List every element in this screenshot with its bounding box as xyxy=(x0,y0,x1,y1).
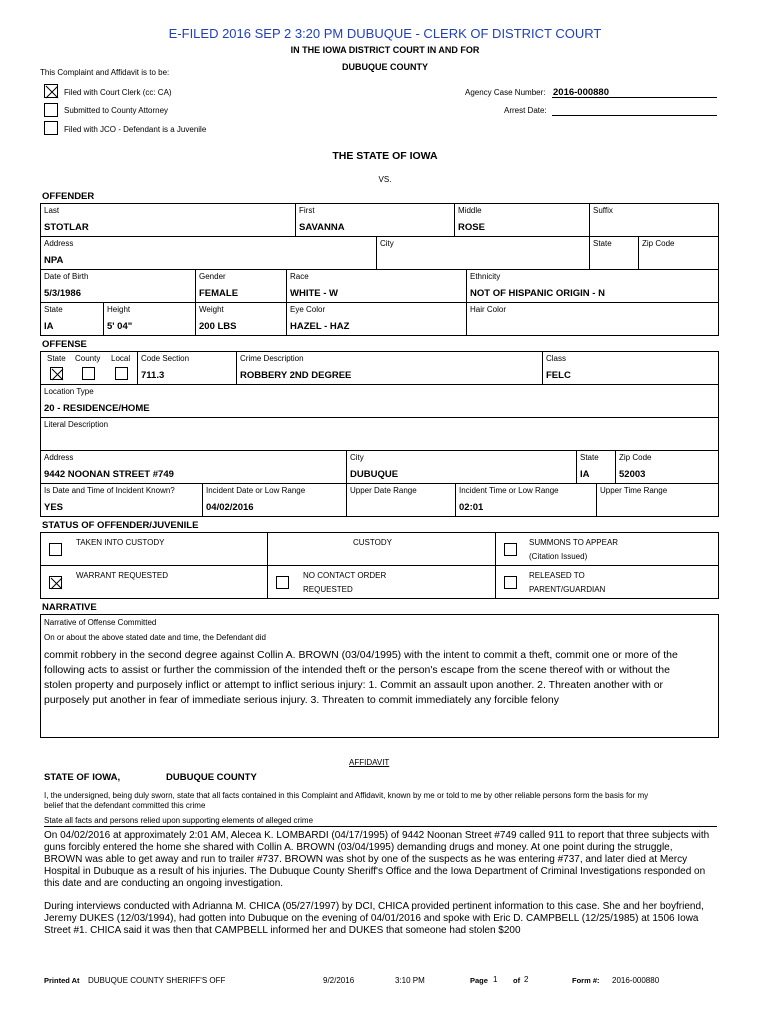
agency-case-label: Agency Case Number: xyxy=(465,88,546,97)
efiled-stamp: E-FILED 2016 SEP 2 3:20 PM DUBUQUE - CLERK OF DISTRICT COURT xyxy=(168,26,602,41)
incident-state-label: State xyxy=(580,453,599,462)
affidavit-oath-1: I, the undersigned, being duly sworn, state that all facts contained in this Complaint and Affidavit, known by me or told to me by other reliable persons form the basis for my xyxy=(44,791,649,800)
time-upper-label: Upper Time Range xyxy=(600,486,668,495)
date-low-label: Incident Date or Low Range xyxy=(206,486,306,495)
affidavit-p2-line: During interviews conducted with Adrianna M. CHICA (05/27/1997) by DCI, CHICA provided pertinent information to this case. She and her boyfriend, xyxy=(44,901,704,912)
affidavit-p1-line: BROWN was able to get away and run to trailer #737. BROWN was shot by one of the suspects as he was entering #737, and later died at Mercy xyxy=(44,854,688,865)
gender-cell xyxy=(195,269,287,303)
check-x-icon xyxy=(50,577,63,590)
zip-cell xyxy=(638,236,719,270)
city-cell xyxy=(376,236,590,270)
address-cell xyxy=(40,236,377,270)
state-juris-checkbox[interactable] xyxy=(50,367,63,380)
printed-at-label: Printed At xyxy=(44,976,80,985)
state-cell xyxy=(589,236,639,270)
summons-label-1: SUMMONS TO APPEAR xyxy=(529,538,619,547)
date-upper-cell xyxy=(346,483,456,517)
time-upper-cell xyxy=(596,483,719,517)
local-juris-label: Local xyxy=(111,354,131,363)
custody-label: CUSTODY xyxy=(353,538,392,547)
crime-cell xyxy=(236,351,543,385)
facts-underline xyxy=(44,826,717,827)
affidavit-oath-2: belief that the defendant committed this crime xyxy=(44,801,206,810)
check-x-icon xyxy=(51,368,64,381)
crime-label: Crime Description xyxy=(240,354,304,363)
court-line-1: IN THE IOWA DISTRICT COURT IN AND FOR xyxy=(290,45,480,55)
narrative-header: NARRATIVE xyxy=(42,602,97,613)
literal-label: Literal Description xyxy=(44,420,109,429)
known-cell xyxy=(40,483,203,517)
address-value: NPA xyxy=(44,255,64,266)
middle-name-label: Middle xyxy=(458,206,482,215)
hair-cell xyxy=(466,302,719,336)
to-be-label: This Complaint and Affidavit is to be: xyxy=(40,68,170,77)
incident-state-cell xyxy=(576,450,616,484)
date-low-cell xyxy=(202,483,347,517)
narrative-sub: Narrative of Offense Committed xyxy=(44,618,157,627)
known-label: Is Date and Time of Incident Known? xyxy=(44,486,175,495)
state-juris-label: State xyxy=(47,354,66,363)
middle-name-cell xyxy=(454,203,590,237)
incident-state-value: IA xyxy=(580,469,590,480)
of-label: of xyxy=(513,976,521,985)
zip-label: Zip Code xyxy=(642,239,675,248)
released-checkbox[interactable] xyxy=(504,576,517,589)
form-number: 2016-000880 xyxy=(612,976,660,985)
filed-clerk-checkbox[interactable] xyxy=(44,84,58,98)
literal-cell xyxy=(40,417,719,451)
dl-state-cell xyxy=(40,302,104,336)
dob-value: 5/3/1986 xyxy=(44,288,81,299)
released-cell xyxy=(495,565,719,599)
time-low-cell xyxy=(455,483,597,517)
ethnicity-value: NOT OF HISPANIC ORIGIN - N xyxy=(470,288,605,299)
offender-header: OFFENDER xyxy=(42,191,95,202)
suffix-label: Suffix xyxy=(593,206,613,215)
code-value: 711.3 xyxy=(141,370,165,381)
height-value: 5' 04" xyxy=(107,321,133,332)
print-date: 9/2/2016 xyxy=(323,976,355,985)
affidavit-p1-line: On 04/02/2016 at approximately 2:01 AM, Alecea K. LOMBARDI (04/17/1995) of 9442 Noonan Street #749 called 911 to report that three subjects with xyxy=(44,830,710,841)
race-label: Race xyxy=(290,272,309,281)
class-value: FELC xyxy=(546,370,571,381)
submit-ca-label: Submitted to County Attorney xyxy=(64,106,169,115)
code-cell xyxy=(137,351,237,385)
offense-header: OFFENSE xyxy=(42,339,87,350)
incident-address-label: Address xyxy=(44,453,74,462)
narrative-line: purposely put another in fear of immediate serious injury. 3. Threaten to commit immediately any forcible felony xyxy=(44,694,559,706)
eye-label: Eye Color xyxy=(290,305,326,314)
page-total: 2 xyxy=(524,975,529,984)
time-low-value: 02:01 xyxy=(459,502,484,513)
affidavit-p1-line: this date and are conducting an ongoing investigation. xyxy=(44,878,284,889)
page-number: 1 xyxy=(493,975,498,984)
taken-label: TAKEN INTO CUSTODY xyxy=(76,538,165,547)
print-time: 3:10 PM xyxy=(395,976,425,985)
narrative-line: following acts to assist or further the commission of the intended theft or the person's escape from the scene thereof with or without the xyxy=(44,664,670,676)
state-title: THE STATE OF IOWA xyxy=(332,150,438,162)
location-type-label: Location Type xyxy=(44,387,94,396)
first-name-cell xyxy=(295,203,455,237)
time-low-label: Incident Time or Low Range xyxy=(459,486,559,495)
custody-cell xyxy=(267,532,496,566)
location-type-value: 20 - RESIDENCE/HOME xyxy=(44,403,150,414)
eye-value: HAZEL - HAZ xyxy=(290,321,350,332)
warrant-cell xyxy=(40,565,268,599)
vs-label: VS. xyxy=(378,175,392,184)
state-label: State xyxy=(593,239,612,248)
last-name-value: STOTLAR xyxy=(44,222,89,233)
height-label: Height xyxy=(107,305,131,314)
narrative-line: commit robbery in the second degree against Collin A. BROWN (03/04/1995) with the intent to commit a theft, commit one or more of the xyxy=(44,649,678,661)
date-upper-label: Upper Date Range xyxy=(350,486,417,495)
jurisdiction-cell xyxy=(40,351,138,385)
form-label: Form #: xyxy=(572,976,600,985)
nocontact-label-2: REQUESTED xyxy=(303,585,353,594)
warrant-label: WARRANT REQUESTED xyxy=(76,571,169,580)
county-juris-checkbox[interactable] xyxy=(82,367,95,380)
affidavit-state: STATE OF IOWA, xyxy=(44,772,121,783)
taken-checkbox[interactable] xyxy=(49,543,62,556)
suffix-cell xyxy=(589,203,719,237)
affidavit-p2-line: Street #1. CHICA said it was then that CAMPBELL informed her and DUKES that someone had stolen $200 xyxy=(44,925,521,936)
arrest-date-label: Arrest Date: xyxy=(504,106,547,115)
class-label: Class xyxy=(546,354,567,363)
page-label: Page xyxy=(470,976,488,985)
dob-label: Date of Birth xyxy=(44,272,89,281)
narrative-box xyxy=(40,614,719,738)
agency-case-value: 2016-000880 xyxy=(553,87,609,98)
check-x-icon xyxy=(45,85,59,99)
race-value: WHITE - W xyxy=(290,288,339,299)
gender-value: FEMALE xyxy=(199,288,239,299)
printed-by: DUBUQUE COUNTY SHERIFF'S OFF xyxy=(88,976,226,985)
jco-checkbox[interactable] xyxy=(44,121,58,135)
first-name-value: SAVANNA xyxy=(299,222,345,233)
date-low-value: 04/02/2016 xyxy=(206,502,254,513)
dl-state-label: State xyxy=(44,305,63,314)
incident-zip-label: Zip Code xyxy=(619,453,652,462)
affidavit-p1-line: Hospital in Dubuque as a result of his injuries. The Dubuque County Sheriff's Office and the Iowa Department of Criminal Investigations responded on xyxy=(44,866,706,877)
ethnicity-cell xyxy=(466,269,719,303)
affidavit-county: DUBUQUE COUNTY xyxy=(166,772,257,783)
incident-city-value: DUBUQUE xyxy=(350,469,399,480)
nocontact-cell xyxy=(267,565,496,599)
crime-value: ROBBERY 2ND DEGREE xyxy=(240,370,352,381)
last-name-label: Last xyxy=(44,206,60,215)
dob-cell xyxy=(40,269,196,303)
warrant-checkbox[interactable] xyxy=(49,576,62,589)
narrative-intro: On or about the above stated date and time, the Defendant did xyxy=(44,633,266,642)
code-label: Code Section xyxy=(141,354,190,363)
incident-zip-cell xyxy=(615,450,719,484)
local-juris-checkbox[interactable] xyxy=(115,367,128,380)
court-line-2: DUBUQUE COUNTY xyxy=(341,62,428,72)
released-label-2: PARENT/GUARDIAN xyxy=(529,585,606,594)
arrest-date-line xyxy=(552,115,717,116)
weight-value: 200 LBS xyxy=(199,321,237,332)
nocontact-checkbox[interactable] xyxy=(276,576,289,589)
released-label-1: RELEASED TO xyxy=(529,571,585,580)
gender-label: Gender xyxy=(199,272,226,281)
summons-label-2: (Citation Issued) xyxy=(529,552,588,561)
race-cell xyxy=(286,269,467,303)
city-label: City xyxy=(380,239,394,248)
affidavit-title: AFFIDAVIT xyxy=(349,758,390,767)
known-value: YES xyxy=(44,502,64,513)
weight-cell xyxy=(195,302,287,336)
taken-cell xyxy=(40,532,268,566)
first-name-label: First xyxy=(299,206,315,215)
summons-checkbox[interactable] xyxy=(504,543,517,556)
weight-label: Weight xyxy=(199,305,224,314)
jco-label: Filed with JCO - Defendant is a Juvenile xyxy=(64,125,207,134)
incident-city-label: City xyxy=(350,453,364,462)
summons-cell xyxy=(495,532,719,566)
middle-name-value: ROSE xyxy=(458,222,485,233)
ethnicity-label: Ethnicity xyxy=(470,272,501,281)
last-name-cell xyxy=(40,203,296,237)
incident-city-cell xyxy=(346,450,577,484)
class-cell xyxy=(542,351,719,385)
location-type-cell xyxy=(40,384,719,418)
dl-state-value: IA xyxy=(44,321,54,332)
eye-cell xyxy=(286,302,467,336)
height-cell xyxy=(103,302,196,336)
narrative-line: stolen property and purposely inflict or attempt to inflict serious injury: 1. Commit an assault upon another. 2. Threaten another with or xyxy=(44,679,664,691)
affidavit-p1-line: guns forcibly entered the home she shared with Collin A. BROWN (03/04/1995) demanding drugs and money. At one point during the struggle, xyxy=(44,842,673,853)
incident-address-cell xyxy=(40,450,347,484)
nocontact-label-1: NO CONTACT ORDER xyxy=(303,571,387,580)
incident-zip-value: 52003 xyxy=(619,469,646,480)
address-label: Address xyxy=(44,239,74,248)
county-juris-label: County xyxy=(75,354,101,363)
status-header: STATUS OF OFFENDER/JUVENILE xyxy=(42,520,199,531)
hair-label: Hair Color xyxy=(470,305,507,314)
affidavit-p2-line: Jeremy DUKES (12/03/1994), had gotten into Dubuque on the evening of 04/01/2016 and spoke with Eric D. CAMPBELL (12/25/1985) at 1506 Iowa xyxy=(44,913,699,924)
filed-clerk-label: Filed with Court Clerk (cc: CA) xyxy=(64,88,172,97)
submit-ca-checkbox[interactable] xyxy=(44,103,58,117)
incident-address-value: 9442 NOONAN STREET #749 xyxy=(44,469,174,480)
facts-label: State all facts and persons relied upon supporting elements of alleged crime xyxy=(44,816,314,825)
